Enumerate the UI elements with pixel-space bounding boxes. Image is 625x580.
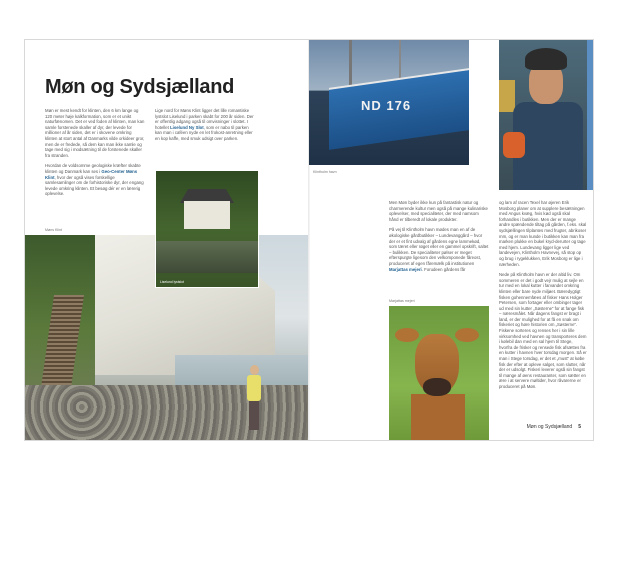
- paragraph: Nede på Klintholm havn er der altid liv. Om sommeren er det i godt vejr mulig at sejle en tur med en lokal kutter i farvandet omkring klinten eller bare nyde miljøet. Bæredygtigt fisken gohennemfæes af fisker Hans Holger Petersen, som fortager eller ombinger tager ud med sin kutter „Søsterne“ for at fange fisk – næresmålet. Når dagens fangst er bragt i land, er der mulighed for at få en snak om fiskeriet og høre historien om „Søsterne“. Fiskene sorteres og renses her i sin lille virksomhed ved havnen og transporteres dem i kølebil dan med en sal hjem til Stege, hvorfra de frisker og rensede fisk afsættes fra en kutter i havnen hver torsdag morgen. Så er man i Stege torsdag, er det et „must“ at købe fisk der efter at opleve salget, som slutter, når der er udsolgt. Fiskeri leverer også sin fangst til mange af øens restauranter, som sætter en ære i at servere møltider, hvor råvarerne er produceret på Møn.: [499, 272, 587, 389]
- text: Hvordan de voldsomme geologiske kræfter skabte klinten og Danmark kan ses i: [45, 163, 141, 174]
- beach-stones: [25, 385, 309, 440]
- mast: [399, 40, 401, 80]
- pond: [156, 241, 258, 273]
- fisherman-photo: [499, 40, 593, 190]
- orange-glove: [503, 132, 525, 158]
- cow-ear: [395, 328, 419, 342]
- mast: [349, 40, 352, 85]
- paragraph: Møn er mest kendt for klinten, den 6 km lange og 120 meter høje kalkformation, som er et unikt naturfænomen. Det er ved foden af klinten, man kan samle forstenede skaller af dyr, der levede for millioner af år siden, det er i skovene omkring klinten at stort antal af Danmarks vilde orkideer gror, men de er fredede, så dem kan man ikke samle og tage med sig i modsætning til de forstenede skaller fra stranden.: [45, 108, 145, 158]
- cliff-caption: Møns Klint: [45, 228, 62, 232]
- page-title: Møn og Sydsjælland: [45, 76, 235, 98]
- cow-photo: [389, 306, 489, 440]
- boat-number: ND 176: [361, 98, 412, 113]
- liselund-photo: [155, 170, 259, 288]
- left-page: [25, 40, 309, 440]
- magazine-spread: [25, 40, 593, 440]
- house-building: [184, 201, 230, 229]
- paragraph: [45, 163, 145, 197]
- child-legs: [249, 401, 259, 430]
- page-footer: [527, 424, 581, 430]
- text: , som er nabo til parken kan man i caféen nyde en let frokost-anretning eller en kop kaffe, med smuk udsigt over parken.: [155, 124, 253, 141]
- liselund-link[interactable]: Liselund Ny Slot: [170, 124, 204, 130]
- geo-center-link[interactable]: Geo-Center Møns Klint: [45, 168, 138, 180]
- body-column-2: [155, 108, 255, 147]
- child-figure: [247, 365, 261, 430]
- text: mødes man en af de økologiske gårdbutikker – Lundevanggård – hvor der er et fint udvalg af gårdens egne lammekød, som tæret eller røget eller en gammel opskrift, saltet – bulikken. De specialiteter pølser er meget efterspurgte ligesom den velkomponede fåreost, produceret af egen fåremælk på institutionen: [389, 227, 489, 266]
- fisherman-hat: [525, 48, 567, 70]
- body-column-1: [45, 108, 145, 202]
- right-page: [309, 40, 593, 440]
- cow-caption: Marjattas mejeri: [389, 299, 415, 303]
- blue-accent-strip: [587, 40, 593, 190]
- body-column-3: [389, 200, 489, 277]
- paragraph: [155, 108, 255, 142]
- paragraph: Men Møn byder ikke kun på fantastisk natur og charmerende kultur men også på mange kulinariske oplevelser, med specialiteter, der med namsom hånd er tilberedt af lokale produkter.: [389, 200, 488, 222]
- section-name: Møn og Sydsjælland: [526, 424, 573, 430]
- text: , hvor der også vises forskellige samlesamlinger om de forhistoriske dyr, der engang levede omkring klinten. Et besøg dér er en lærerig oplevelse.: [45, 174, 144, 197]
- text: På vej til Klintholm havn: [389, 227, 435, 233]
- paragraph: og lam af racen Texel har øjeren Erik Mosborg planer om at supplere besætningen med Angus kvæg, hvis kød også skal forhandles i butikken. Men der er mange andre spændende tiltag på gården, f.eks. skal sydsjællingen tilplantes med frugter, abrikoser mm, og er man kunde i butikken kan man fra marken plukke en bukel kryd-derurter og tage med hjem. Lundevang ligger lige ved landevejen, Klintholm Havnevej, så stop op og brug i rygeklukken, Erik Mosborg er lige i nærheden.: [499, 200, 587, 267]
- marjattas-link[interactable]: Marjattas mejeri: [389, 266, 422, 272]
- liselund-caption: Liselund lystslot: [160, 280, 184, 284]
- boat-caption: Klintholm havn: [313, 170, 337, 174]
- text: . Forudeen gårdens får: [421, 266, 466, 272]
- child-shirt: [247, 375, 261, 401]
- text: Lige nord for Møns Klint ligger det lille romantiske lystslot Liselund i parken skabt for 200 år siden. Der er offentlig adgang også til omvisninger i slottet. I hotellet: [155, 108, 254, 130]
- cow-ear: [455, 328, 479, 342]
- body-column-4: [499, 200, 587, 395]
- cow-nose: [423, 378, 451, 396]
- child-head: [250, 365, 259, 375]
- cow-neck: [411, 394, 465, 440]
- page-number: 5: [578, 424, 581, 430]
- fishing-boat-photo: [309, 40, 469, 165]
- paragraph: [389, 227, 489, 272]
- bucket: [499, 80, 515, 112]
